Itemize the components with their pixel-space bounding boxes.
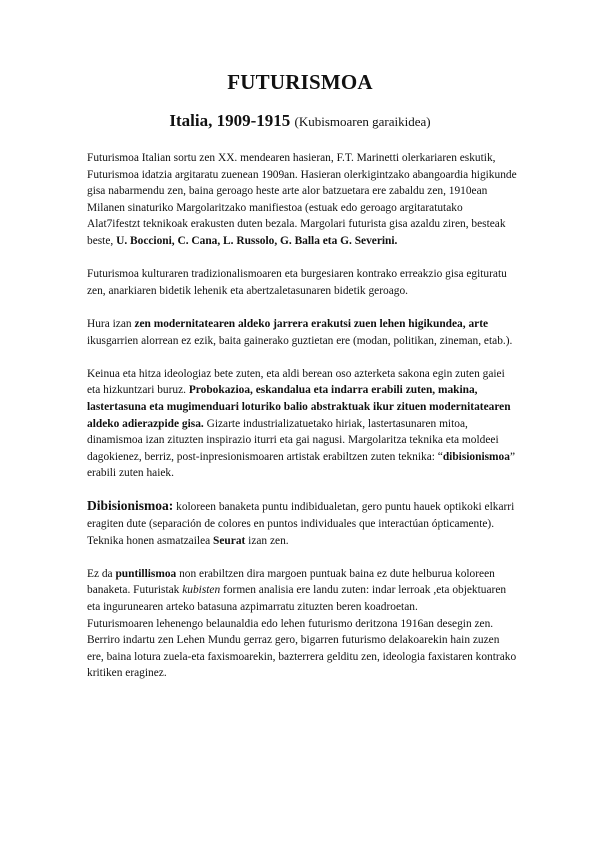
page-subtitle <box>0 111 600 131</box>
paragraph-modernity-bold: zen modernitatearen aldeko jarrera erakutsi zuen lehen higikundea, arte <box>134 317 489 330</box>
paragraph-divisionism-post: izan zen. <box>245 534 289 547</box>
paragraph-ideology-post: ” erabili zuten haiek. <box>87 450 515 480</box>
paragraph-generations <box>87 616 517 682</box>
paragraph-generations-text: Futurismoaren lehenengo belaunaldia edo lehen futurismo deritzona 1916an desegin zen. Berriro indartu zen Lehen Mundu gerraz gero, bigarren futurismo delakoarekin hain zuzen ere, baina lotura zuela-eta faxismoarekin, bazterrera gelditu zen, ideologia faxistaren kontrako kritiken eraginez. <box>87 617 517 680</box>
paragraph-divisionism-seurat: Seurat <box>213 534 246 547</box>
paragraph-ideology <box>87 366 517 482</box>
page-title: FUTURISMOA <box>227 70 373 94</box>
paragraph-pointillism-pre: Ez da <box>87 567 116 580</box>
paragraph-intro <box>87 150 517 250</box>
paragraph-reaction <box>87 266 517 299</box>
subtitle-place-dates: Italia, 1909-1915 <box>169 111 291 130</box>
paragraph-ideology-mid: Gizarte industrializatuetako hiriak, lastertasunaren mitoa, dinamismoa izan zituzten inspirazio iturri eta gai nagusi. Margolaritza teknika eta moldeei dagokienez, berriz, post-inpresionismoaren artistak erabiltzen zuten teknika: “ <box>87 417 499 463</box>
paragraph-divisionism <box>87 498 517 549</box>
paragraph-intro-text: Futurismoa Italian sortu zen XX. mendearen hasieran, F.T. Marinetti olerkariaren eskutik, Futurismoa idatzia argitaratu zuenean 1909an. Hasieran olerkigintzako abangoardia higikunde gisa nabarmendu zen, baina geroago heste arte alor batzuetara ere zabaldu zen, 1910ean Milanen sinaturiko Margolaritzako manifiestoa (estuak edo geroago argitaratutako Alat7ifestzt teknikoak erakusten duten bezala. Margolari futurista gisa azaldu ziren, besteak beste, <box>87 152 517 247</box>
paragraph-intro-artists: U. Boccioni, C. Cana, L. Russolo, G. Balla eta G. Severini. <box>116 234 398 247</box>
paragraph-pointillism-mid: non erabiltzen dira margoen puntuak baina ez dute helburua koloreen banaketa. Futuristak <box>87 567 495 597</box>
paragraph-modernity <box>87 316 517 349</box>
paragraph-ideology-term: dibisionismoa <box>442 450 510 463</box>
paragraph-pointillism-post: formen analisia ere landu zuten: indar lerroak ,eta objektuaren eta ingurunearen arteko batasuna azpimarratu zituzten beren koadroetan. <box>87 584 507 614</box>
paragraph-divisionism-text: koloreen banaketa puntu indibidualetan, gero puntu hauek optikoki elkarri eragiten dute (separación de colores en puntos individuales que interactúan ópticamente). Teknika honen asmatzailea <box>87 501 515 547</box>
paragraph-ideology-pre: Keinua eta hitza ideologiaz bete zuten, eta aldi berean oso azterketa sakona egin zuten gaiei eta hizkuntzari buruz. <box>87 367 505 397</box>
divisionism-term: Dibisionismoa: <box>87 498 174 514</box>
paragraph-pointillism-term: puntillismoa <box>115 567 177 580</box>
paragraph-modernity-pre: Hura izan <box>87 317 135 330</box>
document-body <box>87 150 517 699</box>
paragraph-modernity-post: ikusgarrien alorrean ez ezik, baita gainerako guztietan ere (modan, politikan, zineman, etab.). <box>87 334 513 347</box>
paragraph-pointillism <box>87 566 517 616</box>
subtitle-note: (Kubismoaren garaikidea) <box>294 114 431 129</box>
paragraph-reaction-text: Futurismoa kulturaren tradizionalismoaren eta burgesiaren kontrako erreakzio gisa egituratu zen, anarkiaren bidetik lehenik eta abertzaletasunaren bidetik geroago. <box>87 268 507 297</box>
paragraph-pointillism-italic: kubisten <box>182 584 221 597</box>
paragraph-ideology-bold: Probokazioa, eskandalua eta indarra erabili zuten, makina, lastertasuna eta mugimenduari loturiko balio abstraktuak ikur zituen modernitatearen aldeko adierazpide gisa. <box>87 384 511 430</box>
